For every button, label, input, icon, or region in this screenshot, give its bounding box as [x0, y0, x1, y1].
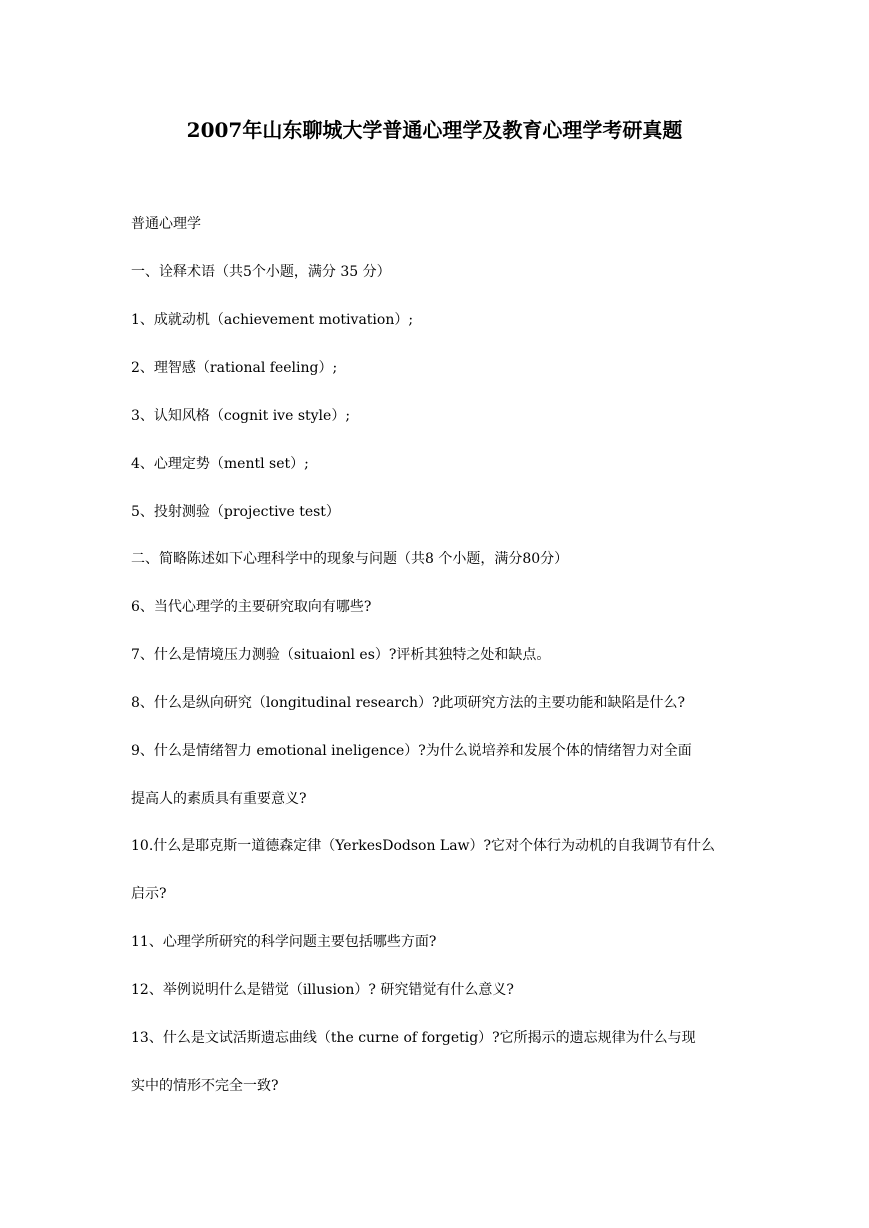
- question-8: 8、什么是纵向研究（longitudinal research）?此项研究方法的主要功能和缺陷是什么?: [131, 695, 685, 711]
- part2-heading: 二、简略陈述如下心理科学中的现象与问题（共8 个小题，满分80分）: [131, 551, 569, 567]
- question-9-line-2: 提高人的素质具有重要意义?: [131, 791, 307, 807]
- question-5: 5、投射测验（projective test）: [131, 504, 340, 520]
- question-13-line-1: 13、什么是文试活斯遗忘曲线（the curne of forgetig）?它所揭示的遗忘规律为什么与现: [131, 1030, 696, 1046]
- question-6: 6、当代心理学的主要研究取向有哪些?: [131, 599, 372, 615]
- question-11: 11、心理学所研究的科学问题主要包括哪些方面?: [131, 934, 437, 950]
- question-7: 7、什么是情境压力测验（situaionl es）?评析其独特之处和缺点。: [131, 647, 551, 663]
- question-12: 12、举例说明什么是错觉（illusion）? 研究错觉有什么意义?: [131, 982, 514, 998]
- question-13-line-2: 实中的情形不完全一致?: [131, 1078, 279, 1094]
- part1-heading: 一、诠释术语（共5个小题，满分 35 分）: [131, 264, 391, 280]
- document-title: 2007年山东聊城大学普通心理学及教育心理学考研真题: [186, 118, 683, 142]
- question-4: 4、心理定势（mentl set）;: [131, 456, 309, 472]
- question-2: 2、理智感（rational feeling）;: [131, 360, 338, 376]
- question-10-line-1: 10.什么是耶克斯一道德森定律（YerkesDodson Law）?它对个体行为动机的自我调节有什么: [131, 838, 716, 854]
- question-10-line-2: 启示?: [131, 886, 167, 902]
- question-9-line-1: 9、什么是情绪智力 emotional ineligence）?为什么说培养和发展个体的情绪智力对全面: [131, 743, 692, 759]
- question-3: 3、认知风格（cognit ive style）;: [131, 408, 351, 424]
- section-heading: 普通心理学: [131, 216, 201, 232]
- question-1: 1、成就动机（achievement motivation）;: [131, 312, 414, 328]
